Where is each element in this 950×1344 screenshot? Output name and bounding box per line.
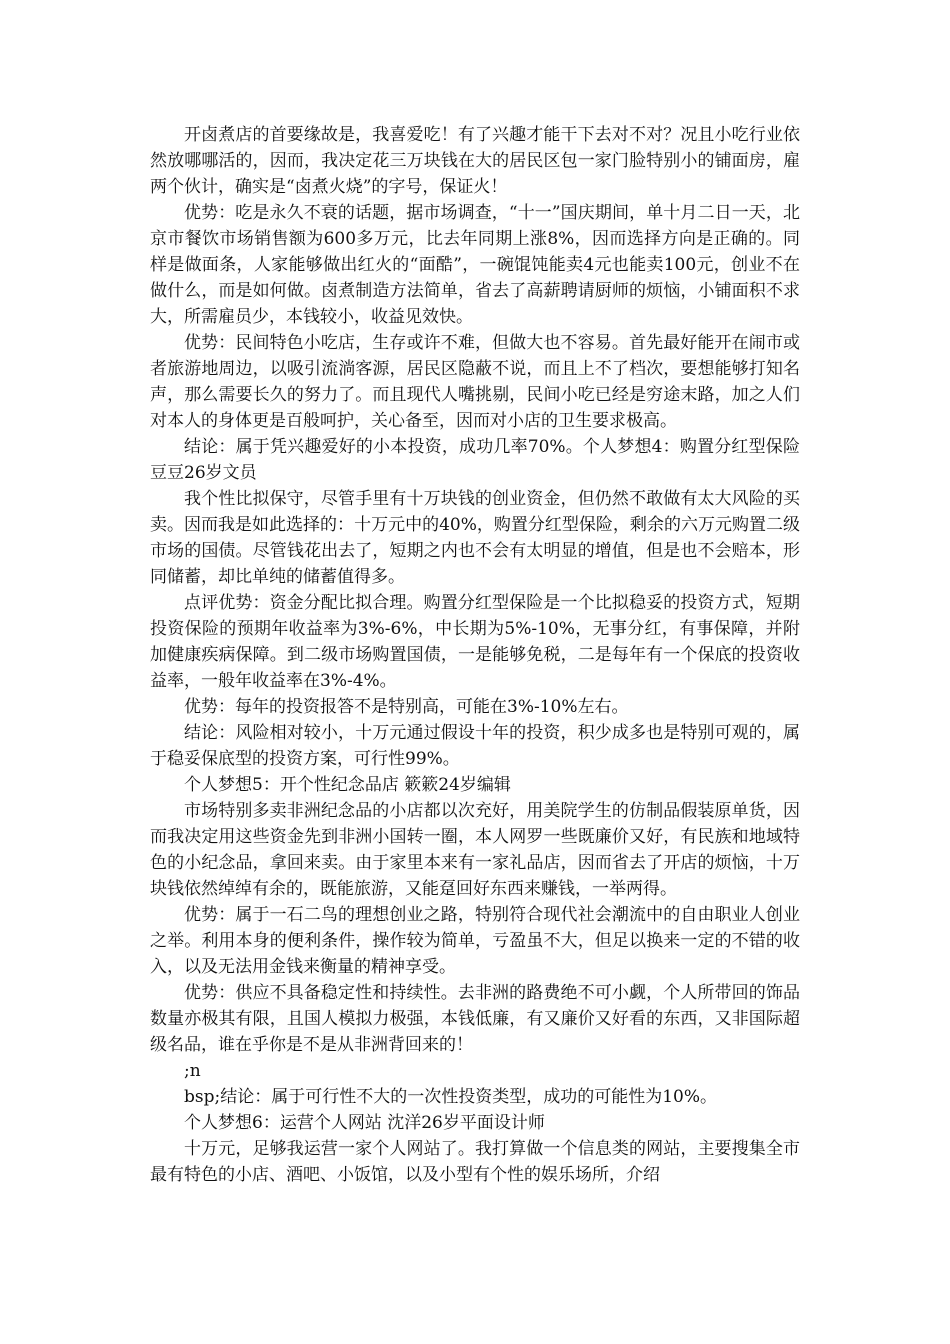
paragraph-11: 优势：属于一石二鸟的理想创业之路，特别符合现代社会潮流中的自由职业人创业之举。利用本身的便利条件，操作较为简单，亏盈虽不大，但足以换来一定的不错的收入，以及无法用金钱来衡量的精神享受。 (150, 905, 800, 977)
paragraph-12: 优势：供应不具备稳定性和持续性。去非洲的路费绝不可小觑，个人所带回的饰品数量亦极其有限，且国人模拟力极强，本钱低廉，有又廉价又好看的东西，又非国际超级名品，谁在乎你是不是从非洲背回来的！ (150, 983, 800, 1055)
paragraph-5: 我个性比拟保守，尽管手里有十万块钱的创业资金，但仍然不敢做有太大风险的买卖。因而我是如此选择的：十万元中的40%，购置分红型保险，剩余的六万元购置二级市场的国债。尽管钱花出去了，短期之内也不会有太明显的增值，但是也不会赔本，形同储蓄，却比单纯的储蓄值得多。 (150, 489, 800, 587)
paragraph-4: 结论：属于凭兴趣爱好的小本投资，成功几率70%。个人梦想4：购置分红型保险 豆豆26岁文员 (150, 437, 800, 483)
paragraph-3: 优势：民间特色小吃店，生存或许不难，但做大也不容易。首先最好能开在闹市或者旅游地周边，以吸引流淌客源，居民区隐蔽不说，而且上不了档次，要想能够打知名声，那么需要长久的努力了。而且现代人嘴挑剔，民间小吃已经是穷途末路，加之人们对本人的身体更是百般呵护，关心备至，因而对小店的卫生要求极高。 (150, 333, 800, 431)
paragraph-2: 优势：吃是永久不衰的话题，据市场调查，“十一”国庆期间，单十月二日一天，北京市餐饮市场销售额为600多万元，比去年同期上涨8%，因而选择方向是正确的。同样是做面条，人家能够做出红火的“面酷”，一碗馄饨能卖4元也能卖100元，创业不在做什么，而是如何做。卤煮制造方法简单，省去了高薪聘请厨师的烦恼，小铺面积不求大，所需雇员少，本钱较小，收益见效快。 (150, 203, 800, 327)
document-body (150, 122, 800, 1188)
paragraph-16: 十万元，足够我运营一家个人网站了。我打算做一个信息类的网站，主要搜集全市最有特色的小店、酒吧、小饭馆，以及小型有个性的娱乐场所，介绍 (150, 1139, 800, 1185)
paragraph-10: 市场特别多卖非洲纪念品的小店都以次充好，用美院学生的仿制品假装原单货，因而我决定用这些资金先到非洲小国转一圈，本人网罗一些既廉价又好，有民族和地域特色的小纪念品，拿回来卖。由于家里本来有一家礼品店，因而省去了开店的烦恼，十万块钱依然绰绰有余的，既能旅游，又能趸回好东西来赚钱，一举两得。 (150, 801, 800, 899)
paragraph-7: 优势：每年的投资报答不是特别高，可能在3%-10%左右。 (184, 697, 629, 717)
paragraph-14: bsp;结论：属于可行性不大的一次性投资类型，成功的可能性为10%。 (184, 1087, 718, 1107)
paragraph-1: 开卤煮店的首要缘故是，我喜爱吃！有了兴趣才能干下去对不对？况且小吃行业依然放哪哪活的，因而，我决定花三万块钱在大的居民区包一家门脸特别小的铺面房，雇两个伙计，确实是“卤煮火烧”的字号，保证火！ (150, 125, 800, 197)
paragraph-6: 点评优势：资金分配比拟合理。购置分红型保险是一个比拟稳妥的投资方式，短期投资保险的预期年收益率为3%-6%，中长期为5%-10%，无事分红，有事保障，并附加健康疾病保障。到二级市场购置国债，一是能够免税，二是每年有一个保底的投资收益率，一般年收益率在3%-4%。 (150, 593, 800, 691)
paragraph-8: 结论：风险相对较小，十万元通过假设十年的投资，积少成多也是特别可观的，属于稳妥保底型的投资方案，可行性99%。 (150, 723, 800, 769)
paragraph-13: ;n (184, 1061, 201, 1081)
paragraph-15: 个人梦想6：运营个人网站 沈洋26岁平面设计师 (184, 1113, 545, 1133)
paragraph-9: 个人梦想5：开个性纪念品店 簌簌24岁编辑 (184, 775, 511, 795)
